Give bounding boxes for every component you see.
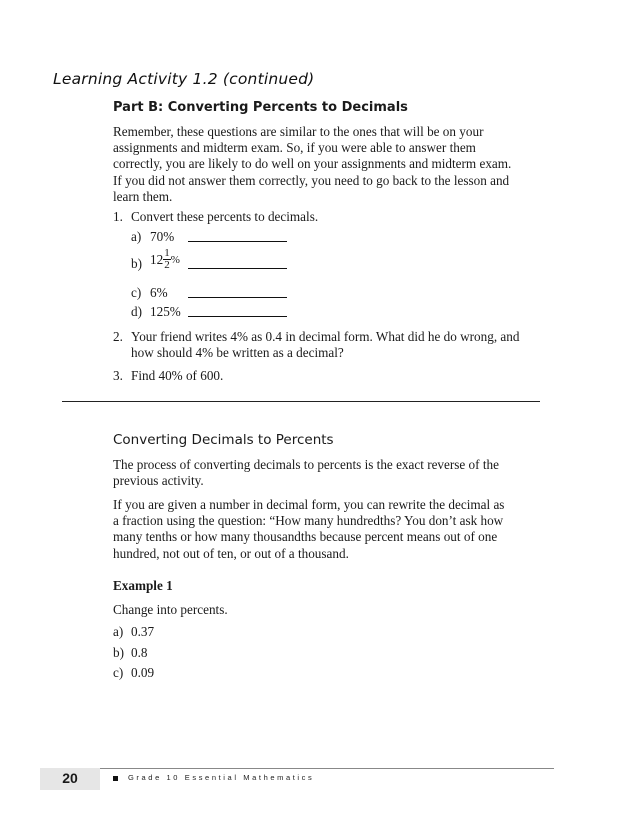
q1b-denominator: 2 (164, 259, 170, 271)
q1d-answer-blank[interactable] (188, 316, 287, 317)
paragraph-line: hundred, not out of ten, or out of a thousand. (113, 545, 349, 561)
q1b-value (150, 248, 180, 271)
q1c-answer-blank[interactable] (188, 297, 287, 298)
example-item-value: 0.8 (131, 644, 148, 660)
question-1-number: 1. (113, 209, 123, 224)
q1b-answer-blank[interactable] (188, 268, 287, 269)
footer-rule (100, 768, 554, 769)
paragraph-line: many tenths or how many thousandths because percent means out of one (113, 529, 498, 545)
intro-line: If you did not answer them correctly, you need to go back to the lesson and (113, 172, 510, 188)
example-title: Example 1 (113, 578, 173, 593)
paragraph-line: previous activity. (113, 473, 204, 489)
example-item-label: c) (113, 665, 124, 680)
example-item (113, 643, 154, 664)
question-2-number: 2. (113, 329, 123, 344)
example-item-label: a) (113, 624, 124, 639)
part-b-heading: Part B: Converting Percents to Decimals (113, 100, 408, 115)
example-items (113, 622, 154, 684)
intro-line: learn them. (113, 188, 173, 204)
q1a-value: 70% (150, 229, 175, 244)
paragraph-line: The process of converting decimals to percents is the exact reverse of the (113, 457, 499, 472)
question-2-text (131, 329, 543, 361)
q1b-numerator: 1 (164, 247, 170, 259)
q1c-value: 6% (150, 285, 168, 300)
question-2-line: Your friend writes 4% as 0.4 in decimal form. What did he do wrong, and (131, 329, 520, 344)
section-paragraph-2 (113, 497, 543, 562)
part-b-intro (113, 124, 543, 205)
intro-line: correctly, you are likely to do well on your assignments and midterm exam. (113, 156, 512, 172)
example-item (113, 663, 154, 684)
q1c-label: c) (131, 285, 142, 300)
question-1-text: Convert these percents to decimals. (131, 209, 319, 224)
q1a-answer-blank[interactable] (188, 241, 287, 242)
activity-title: Learning Activity 1.2 (continued) (53, 70, 315, 88)
q1b-percent: % (170, 253, 180, 266)
question-3-text: Find 40% of 600. (131, 368, 224, 383)
square-bullet-icon (113, 776, 118, 781)
question-3-number: 3. (113, 368, 123, 383)
section-heading: Converting Decimals to Percents (113, 432, 334, 448)
page-number: 20 (62, 770, 78, 786)
q1a-label: a) (131, 229, 142, 244)
section-paragraph-1 (113, 457, 543, 489)
book-title: Grade 10 Essential Mathematics (128, 773, 315, 782)
intro-line: assignments and midterm exam. So, if you were able to answer them (113, 140, 476, 156)
q1b-fraction (163, 248, 171, 271)
paragraph-line: a fraction using the question: “How many hundredths? You don’t ask how (113, 513, 504, 529)
example-item (113, 622, 154, 643)
intro-line: Remember, these questions are similar to the ones that will be on your (113, 124, 484, 139)
q1d-label: d) (131, 304, 142, 319)
q1b-label: b) (131, 256, 142, 271)
example-instruction: Change into percents. (113, 602, 228, 617)
question-2-line: how should 4% be written as a decimal? (131, 345, 344, 361)
section-divider (62, 401, 540, 402)
q1b-whole: 12 (150, 251, 164, 267)
paragraph-line: If you are given a number in decimal form, you can rewrite the decimal as (113, 497, 505, 512)
footer-title (113, 773, 314, 782)
example-item-value: 0.09 (131, 665, 155, 680)
example-item-value: 0.37 (131, 624, 155, 639)
q1d-value: 125% (150, 304, 181, 319)
example-item-label: b) (113, 644, 124, 660)
